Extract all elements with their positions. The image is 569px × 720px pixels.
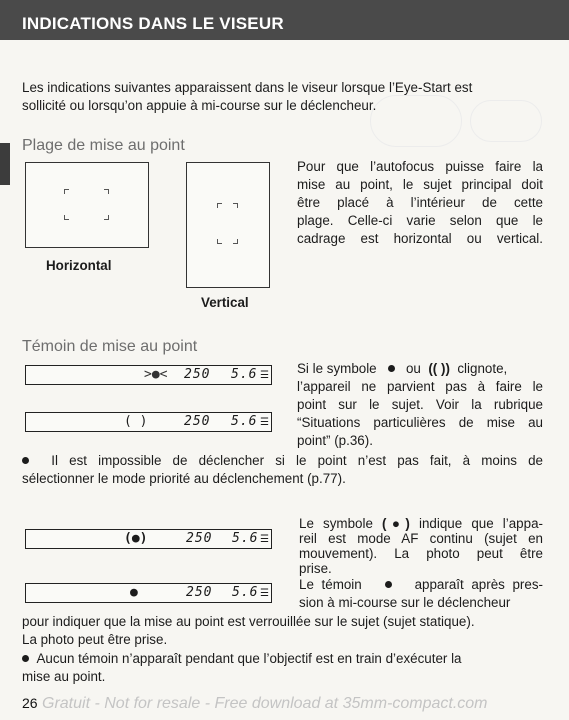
indicator-text-2: l’appareil ne parvient pas à faire le (297, 379, 543, 394)
focus-dot-icon: ● (130, 585, 138, 600)
bracket-symbol-icon: (( )) (428, 361, 450, 376)
text-fragment: apparaît après pres- (414, 577, 543, 592)
aperture-readout: 5.6 (232, 585, 259, 600)
af-text-2: reil est mode AF continu (sujet en (299, 531, 543, 546)
aperture-readout: 5.6 (231, 367, 258, 382)
exposure-mode-icon: ☰ (260, 370, 269, 381)
viewfinder-lcd-blinking-brackets (25, 412, 272, 432)
af-bracket-corner (233, 239, 238, 244)
text-fragment: Le témoin (299, 577, 362, 592)
viewfinder-lcd-focus-locked (25, 583, 272, 603)
bullet-icon (22, 457, 29, 464)
focus-dot-icon (388, 365, 395, 372)
text-fragment: Le symbole (299, 516, 373, 531)
page-header (0, 0, 569, 40)
text-fragment: Si le symbole (297, 361, 377, 376)
af-bracket-corner (64, 215, 69, 220)
page-number-value: 26 (22, 695, 38, 711)
af-bracket-corner (217, 239, 222, 244)
horizontal-frame-diagram (25, 162, 149, 248)
section-title-focus-area: Plage de mise au point (22, 137, 185, 154)
shutter-speed-readout: 250 (184, 414, 211, 429)
exposure-mode-icon: ☰ (260, 588, 269, 599)
intro-line-1: Les indications suivantes apparaissent dans le viseur lorsque l’Eye-Start est (22, 80, 473, 95)
af-bracket-corner (104, 215, 109, 220)
af-text-4: prise. (299, 561, 332, 576)
text-fragment: indique que l’appa- (419, 516, 543, 531)
aperture-readout: 5.6 (231, 414, 258, 429)
focus-area-text-3: être placé à l’intérieur de cette (297, 195, 543, 210)
focus-area-text-4: plage. Celle-ci varie selon que le (297, 213, 543, 228)
text-fragment: ou (405, 361, 421, 376)
bleed-through-shape (470, 100, 542, 142)
page-number (22, 695, 38, 711)
af-bracket-corner (104, 189, 109, 194)
vertical-frame-diagram (186, 162, 270, 288)
intro-line-2: sollicité ou lorsqu’on appuie à mi-course sur le déclencheur. (22, 98, 377, 113)
bracket-symbol-icon: ( ) (124, 414, 148, 429)
indicator-text-5: point” (p.36). (297, 433, 373, 448)
af-text-3: mouvement). La photo peut être (299, 546, 543, 561)
aperture-readout: 5.6 (232, 531, 259, 546)
indicator-text-1 (297, 360, 543, 378)
focus-area-text-2: mise au point, le sujet principal doit (297, 177, 543, 192)
static-text-4: La photo peut être prise. (22, 632, 168, 647)
focus-dot-icon (385, 581, 392, 588)
text-fragment: clignote, (457, 361, 508, 376)
bullet-text-1 (22, 452, 543, 470)
continuous-af-icon: (●) (382, 516, 410, 531)
continuous-af-icon: (●) (124, 531, 148, 546)
viewfinder-lcd-continuous-af (25, 529, 272, 549)
watermark-text: Gratuit - Not for resale - Free download at 35mm-compact.com (42, 695, 488, 712)
viewfinder-lcd-blinking-dot (25, 365, 272, 385)
bullet-text-1b: sélectionner le mode priorité au déclenchement (p.77). (22, 471, 346, 486)
exposure-mode-icon: ☰ (260, 417, 269, 428)
indicator-text-3: point sur le sujet. Voir la rubrique (297, 397, 543, 412)
shutter-speed-readout: 250 (186, 531, 213, 546)
exposure-mode-icon: ☰ (260, 534, 269, 545)
af-bracket-corner (233, 203, 238, 208)
text-fragment: Aucun témoin n’apparaît pendant que l’objectif est en train d’exécuter la (36, 651, 462, 666)
blink-rays-icon: >●< (144, 367, 168, 382)
static-text-3: pour indiquer que la mise au point est verrouillée sur le sujet (sujet statique). (22, 614, 475, 629)
caption-horizontal: Horizontal (46, 258, 112, 273)
shutter-speed-readout: 250 (186, 585, 213, 600)
section-title-focus-indicator: Témoin de mise au point (22, 338, 198, 355)
caption-vertical: Vertical (201, 295, 249, 310)
text-fragment: Il est impossible de déclencher si le point n’est pas fait, à moins de (51, 453, 544, 468)
focus-area-text-1: Pour que l’autofocus puisse faire la (297, 159, 543, 174)
static-text-1 (299, 576, 543, 594)
focus-area-text-5: cadrage est horizontal ou vertical. (297, 231, 543, 246)
page-title: INDICATIONS DANS LE VISEUR (22, 14, 284, 33)
bullet-text-2 (22, 650, 462, 668)
af-bracket-corner (217, 203, 222, 208)
bleed-through-shape (370, 95, 462, 147)
bullet-icon (22, 655, 29, 662)
shutter-speed-readout: 250 (184, 367, 211, 382)
af-bracket-corner (64, 189, 69, 194)
bullet-text-2b: mise au point. (22, 669, 106, 684)
indicator-text-4: “Situations particulières de mise au (297, 415, 543, 430)
section-tab-marker (0, 143, 10, 185)
static-text-2: sion à mi-course sur le déclencheur (299, 595, 511, 610)
